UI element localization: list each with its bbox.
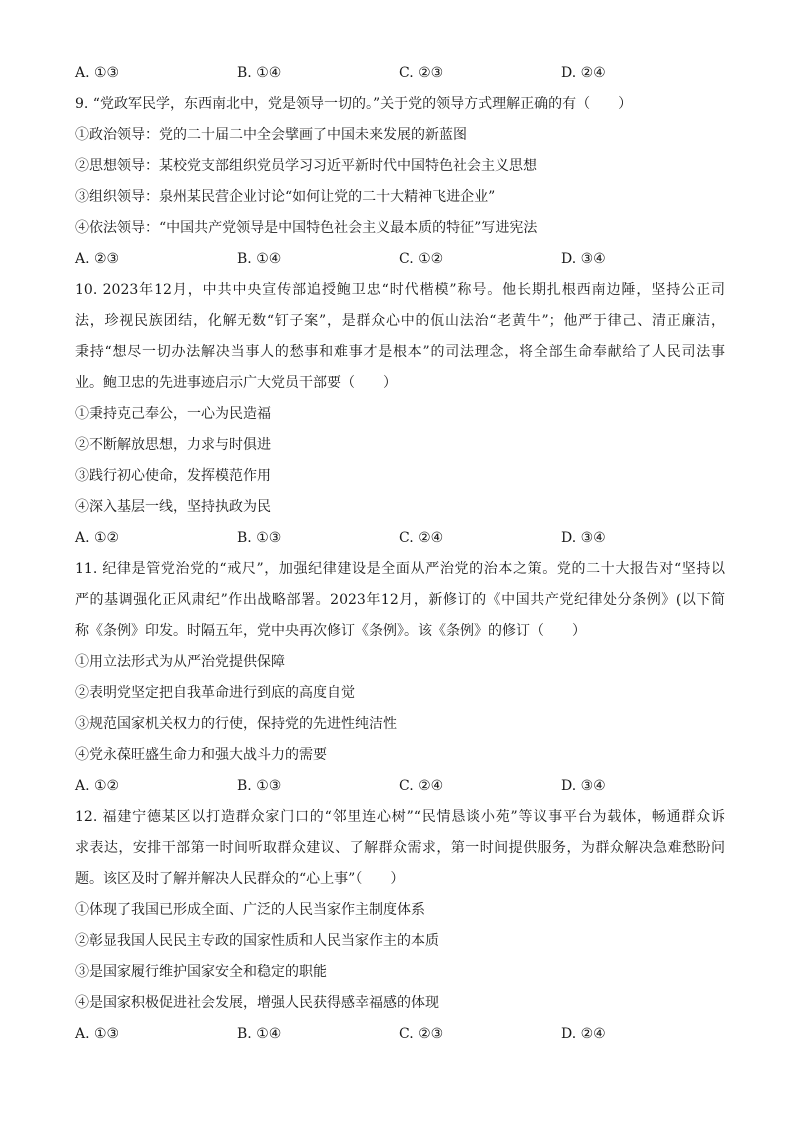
q11-item-1: ①用立法形式为从严治党提供保障 bbox=[75, 654, 285, 670]
q11-option-c: C. ②④ bbox=[399, 778, 444, 794]
q11-item-4: ④党永葆旺盛生命力和强大战斗力的需要 bbox=[75, 747, 327, 763]
q11-stem-line: 严的基调强化正风肃纪”作出战略部署。2023年12月，新修订的《中国共产党纪律处分条例》(以下简 bbox=[75, 592, 725, 608]
q12-options bbox=[75, 1019, 725, 1050]
q8-option-c: C. ②③ bbox=[399, 65, 444, 81]
q10-item-4: ④深入基层一线，坚持执政为民 bbox=[75, 499, 271, 515]
q10-stem-line: 秉持“想尽一切办法解决当事人的愁事和难事才是根本”的司法理念，将全部生命奉献给了人民司法事 bbox=[75, 344, 725, 360]
question-11 bbox=[75, 554, 725, 802]
q9-item-3: ③组织领导：泉州某民营企业讨论“如何让党的二十大精神飞进企业” bbox=[75, 189, 496, 205]
q10-stem-line: 法，珍视民族团结，化解无数“钉子案”，是群众心中的佤山法治“老黄牛”；他严于律己、清正廉洁， bbox=[75, 313, 725, 329]
q10-item-3: ③践行初心使命，发挥模范作用 bbox=[75, 468, 271, 484]
q11-option-d: D. ③④ bbox=[561, 778, 606, 794]
q12-item-3: ③是国家履行维护国家安全和稳定的职能 bbox=[75, 964, 327, 980]
q9-option-a: A. ②③ bbox=[75, 251, 120, 267]
q12-option-d: D. ②④ bbox=[561, 1026, 606, 1042]
exam-page bbox=[75, 58, 725, 1050]
q11-option-b: B. ①③ bbox=[237, 778, 282, 794]
q12-stem-line: 题。该区及时了解并解决人民群众的“心上事”（ ） bbox=[75, 871, 405, 887]
q8-option-b: B. ①④ bbox=[237, 65, 282, 81]
q10-option-b: B. ①③ bbox=[237, 530, 282, 546]
q9-item-2: ②思想领导：某校党支部组织党员学习习近平新时代中国特色社会主义思想 bbox=[75, 158, 537, 174]
q11-options bbox=[75, 771, 725, 802]
q11-stem-line: 称《条例》印发。时隔五年，党中央再次修订《条例》。该《条例》的修订（ ） bbox=[75, 623, 586, 639]
q10-option-d: D. ③④ bbox=[561, 530, 606, 546]
q9-option-c: C. ①② bbox=[399, 251, 444, 267]
q10-item-1: ①秉持克己奉公，一心为民造福 bbox=[75, 406, 271, 422]
q12-stem-line: 求表达，安排干部第一时间听取群众建议、了解群众需求，第一时间提供服务，为群众解决急难愁盼问 bbox=[75, 840, 725, 856]
q12-item-1: ①体现了我国已形成全面、广泛的人民当家作主制度体系 bbox=[75, 902, 425, 918]
q8-option-d: D. ②④ bbox=[561, 65, 606, 81]
q9-stem-line: 9. “党政军民学，东西南北中，党是领导一切的。”关于党的领导方式理解正确的有（ ） bbox=[75, 96, 633, 112]
question-9 bbox=[75, 89, 725, 275]
q12-item-2: ②彰显我国人民民主专政的国家性质和人民当家作主的本质 bbox=[75, 933, 439, 949]
q11-item-3: ③规范国家机关权力的行使，保持党的先进性纯洁性 bbox=[75, 716, 397, 732]
q11-option-a: A. ①② bbox=[75, 778, 120, 794]
q8-options bbox=[75, 58, 725, 89]
q8-option-a: A. ①③ bbox=[75, 65, 120, 81]
q12-option-a: A. ①③ bbox=[75, 1026, 120, 1042]
q9-item-4: ④依法领导：“中国共产党领导是中国特色社会主义最本质的特征”写进宪法 bbox=[75, 220, 538, 236]
q9-options bbox=[75, 244, 725, 275]
q9-option-d: D. ③④ bbox=[561, 251, 606, 267]
q11-stem-line: 11. 纪律是管党治党的“戒尺”，加强纪律建设是全面从严治党的治本之策。党的二十大报告对“坚持以 bbox=[75, 561, 725, 577]
q12-item-4: ④是国家积极促进社会发展，增强人民获得感幸福感的体现 bbox=[75, 995, 439, 1011]
q12-stem-line: 12. 福建宁德某区以打造群众家门口的“邻里连心树”“民情恳谈小苑”等议事平台为载体，畅通群众诉 bbox=[75, 809, 725, 825]
q12-option-c: C. ②③ bbox=[399, 1026, 444, 1042]
q10-stem-line: 10. 2023年12月，中共中央宣传部追授鲍卫忠“时代楷模”称号。他长期扎根西南边陲，坚持公正司 bbox=[75, 282, 725, 298]
q10-options bbox=[75, 523, 725, 554]
q9-item-1: ①政治领导：党的二十届二中全会擘画了中国未来发展的新蓝图 bbox=[75, 127, 467, 143]
q10-item-2: ②不断解放思想，力求与时俱进 bbox=[75, 437, 271, 453]
q10-option-c: C. ②④ bbox=[399, 530, 444, 546]
question-12 bbox=[75, 802, 725, 1050]
q10-option-a: A. ①② bbox=[75, 530, 120, 546]
q10-stem-line: 业。鲍卫忠的先进事迹启示广大党员干部要（ ） bbox=[75, 375, 397, 391]
q9-option-b: B. ①④ bbox=[237, 251, 282, 267]
q11-item-2: ②表明党坚定把自我革命进行到底的高度自觉 bbox=[75, 685, 355, 701]
q12-option-b: B. ①④ bbox=[237, 1026, 282, 1042]
question-10 bbox=[75, 275, 725, 554]
